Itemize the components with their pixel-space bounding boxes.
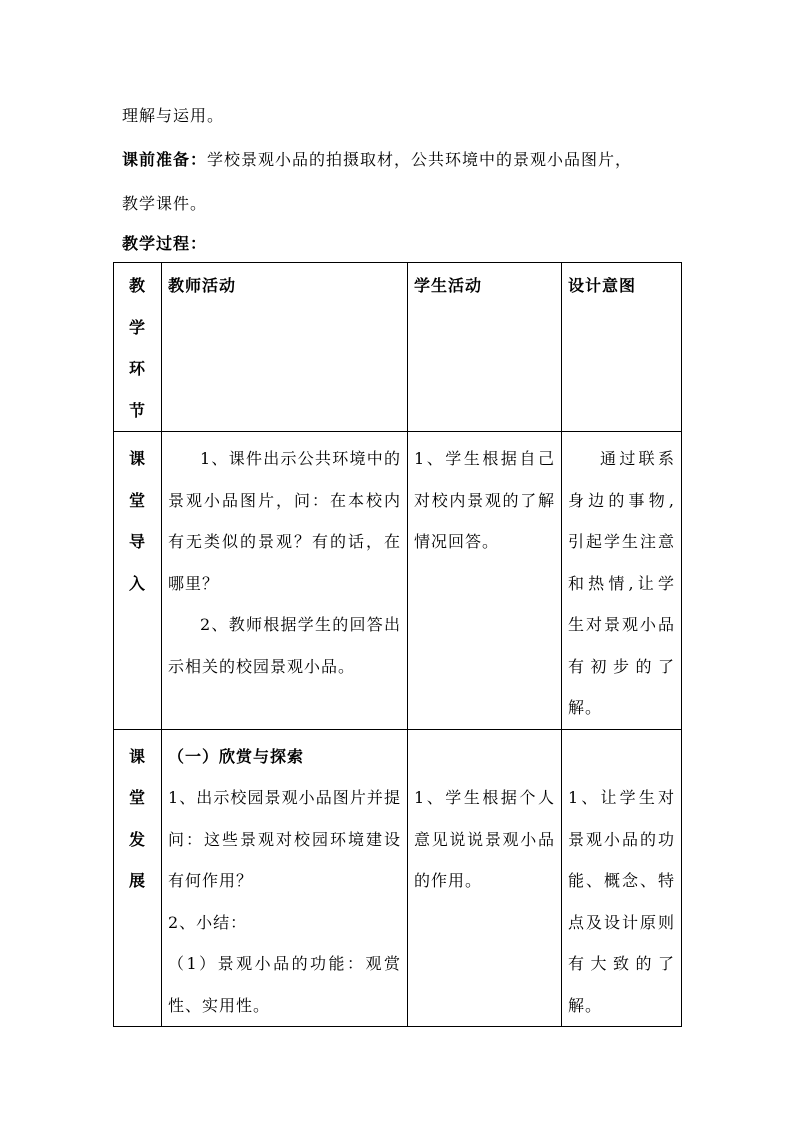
teacher-paragraph: （1）景观小品的功能：观赏性、实用性。 xyxy=(168,954,401,1015)
row-student-cell xyxy=(408,432,562,730)
table-header-row xyxy=(114,263,682,432)
header-intent: 设计意图 xyxy=(562,263,682,432)
intent-spacer xyxy=(568,736,675,778)
teacher-paragraph: 1、课件出示公共环境中的景观小品图片，问：在本校内有无类似的景观？有的话，在哪里？ xyxy=(168,449,401,593)
teacher-paragraph: 1、出示校园景观小品图片并提问：这些景观对校园环境建设有何作用？ xyxy=(168,788,401,890)
prep-line xyxy=(122,148,632,172)
stage-char: 课 xyxy=(128,746,146,766)
row-teacher-cell xyxy=(162,432,408,730)
row-student-cell xyxy=(408,729,562,1027)
header-stage-char: 学 xyxy=(128,317,146,337)
stage-char: 课 xyxy=(128,449,146,468)
intent-paragraph: 1、让学生对景观小品的功能、概念、特点及设计原则有大致的了解。 xyxy=(568,788,675,1015)
header-student: 学生活动 xyxy=(408,263,562,432)
teacher-paragraph: 2、教师根据学生的回答出示相关的校园景观小品。 xyxy=(168,615,401,676)
table-row xyxy=(114,432,682,730)
table-row xyxy=(114,729,682,1027)
row-teacher-cell xyxy=(162,729,408,1027)
intro-line-1: 理解与运用。 xyxy=(122,106,225,125)
row-intent-cell xyxy=(562,729,682,1027)
stage-char: 入 xyxy=(128,573,146,593)
student-paragraph: 1、学生根据个人意见说说景观小品的作用。 xyxy=(414,788,555,890)
prep-label: 课前准备： xyxy=(122,150,208,169)
student-spacer xyxy=(414,736,555,778)
prep-line-2: 教学课件。 xyxy=(122,194,208,213)
stage-char: 发 xyxy=(128,829,146,849)
header-teacher: 教师活动 xyxy=(162,263,408,432)
row-stage xyxy=(114,432,162,730)
stage-char: 堂 xyxy=(128,490,146,510)
prep-text: 学校景观小品的拍摄取材，公共环境中的景观小品图片， xyxy=(207,150,633,169)
teacher-heading: （一）欣赏与探索 xyxy=(168,746,305,766)
teacher-paragraph: 2、小结： xyxy=(168,912,248,932)
header-stage-char: 环 xyxy=(128,359,146,378)
row-intent-cell xyxy=(562,432,682,730)
student-paragraph: 1、学生根据自己对校内景观的了解情况回答。 xyxy=(414,449,555,551)
lesson-table xyxy=(113,262,682,1027)
stage-char: 堂 xyxy=(128,788,146,807)
stage-char: 导 xyxy=(128,532,146,551)
row-stage xyxy=(114,729,162,1027)
intent-paragraph: 通过联系身边的事物,引起学生注意和热情,让学生对景观小品有初步的了解。 xyxy=(568,449,675,717)
header-stage-char: 节 xyxy=(128,400,146,420)
header-stage xyxy=(114,263,162,432)
stage-char: 展 xyxy=(128,871,146,890)
header-stage-char: 教 xyxy=(128,276,146,295)
process-label: 教学过程： xyxy=(122,234,208,253)
